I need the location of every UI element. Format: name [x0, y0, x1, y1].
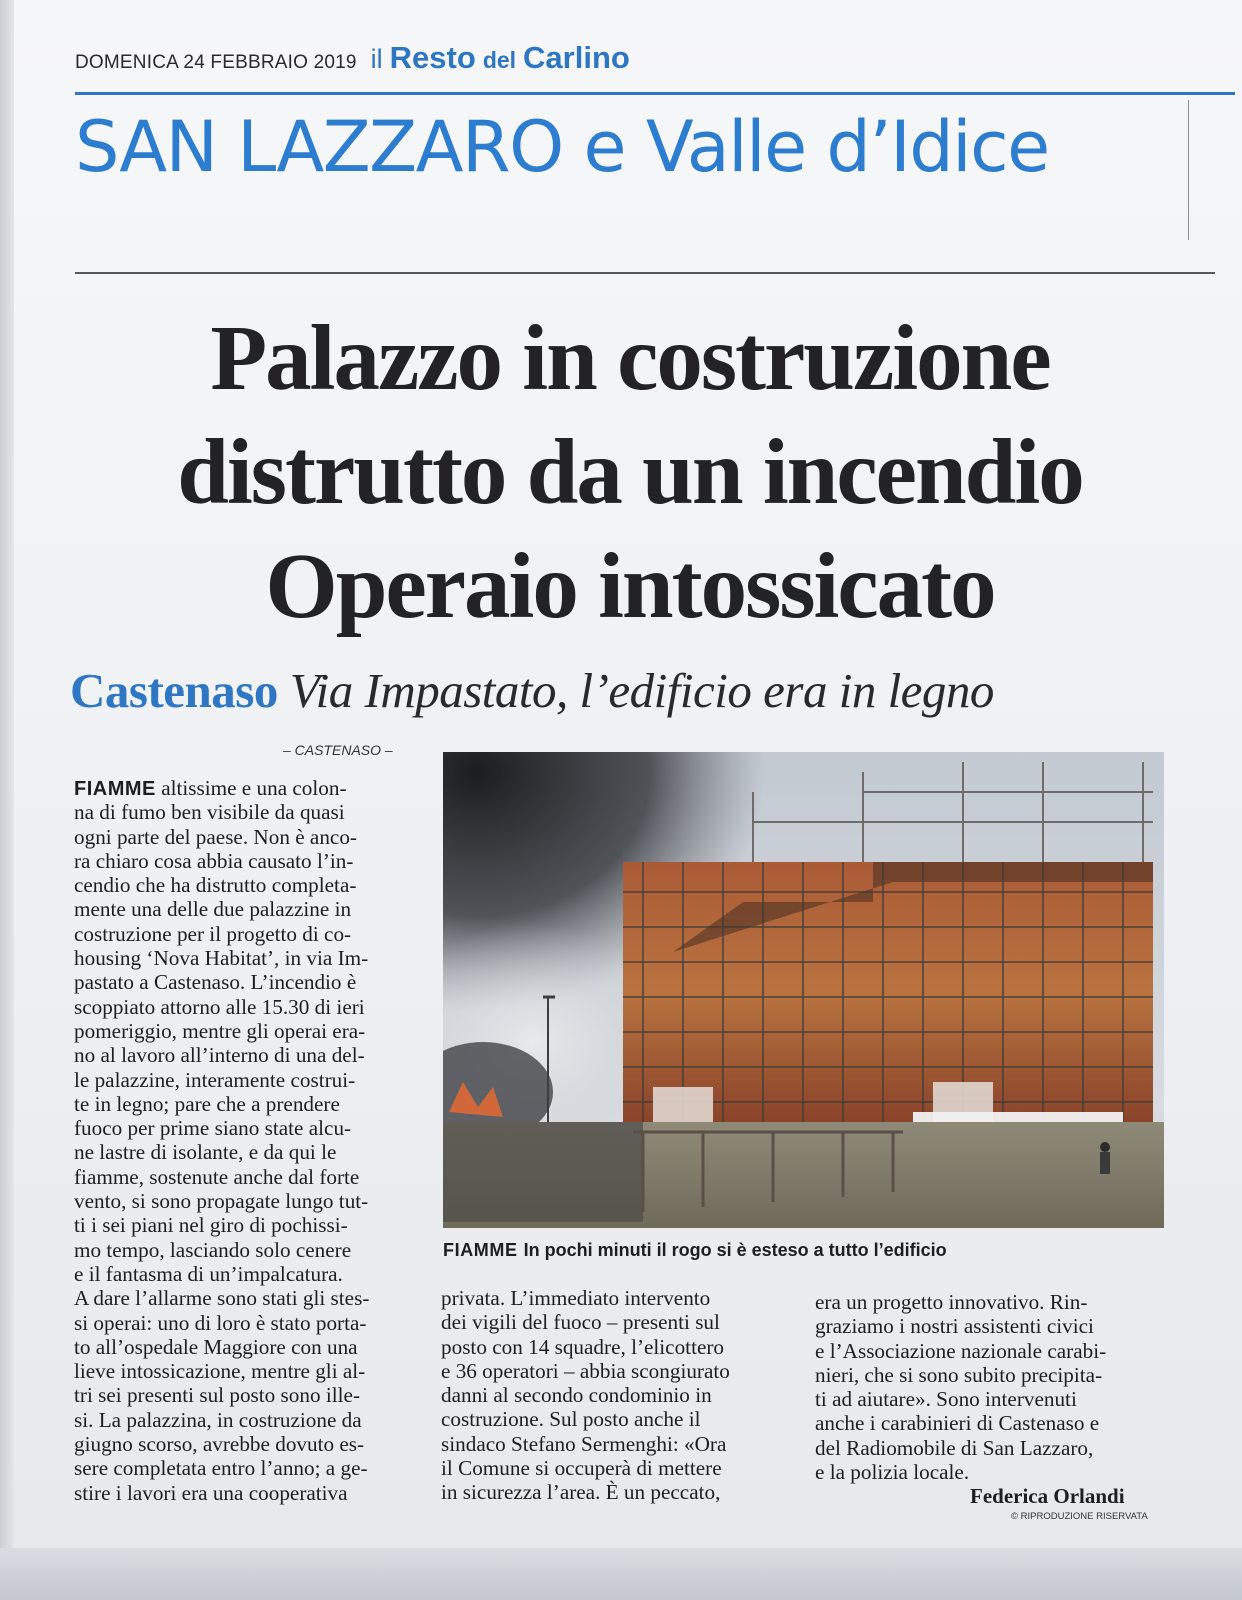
column-line: fiamme, sostenute anche dal forte: [74, 1164, 360, 1189]
caption-text: In pochi minuti il rogo si è esteso a tutto l’edificio: [523, 1240, 947, 1260]
column-line: dei vigili del fuoco – presenti sul: [441, 1310, 720, 1335]
column-line: tri sei presenti sul posto sono ille-: [74, 1383, 361, 1408]
article-column-3: [815, 1290, 1106, 1484]
column-line: in sicurezza l’area. È un peccato,: [441, 1480, 721, 1505]
column-line: si. La palazzina, in costruzione da: [74, 1407, 362, 1432]
column-line: ra chiaro cosa abbia causato l’in-: [74, 848, 354, 873]
masthead: [75, 40, 630, 76]
column-divider: [1188, 100, 1189, 240]
column-line: e l’Associazione nazionale carabi-: [815, 1338, 1107, 1363]
dateline: – CASTENASO –: [283, 742, 393, 758]
copyright-notice: © RIPRODUZIONE RISERVATA: [1011, 1511, 1148, 1522]
column-line: privata. L’immediato intervento: [441, 1286, 711, 1310]
paper-name-carlino: Carlino: [523, 40, 630, 75]
column-line: no al lavoro all’interno di una del-: [74, 1043, 365, 1068]
column-line: e 36 operatori – abbia scongiurato: [441, 1358, 730, 1383]
article-column-2: [441, 1286, 730, 1505]
column-line: A dare l’allarme sono stati gli stes-: [74, 1286, 370, 1311]
article-column-1: [74, 776, 369, 1505]
column-line: mo tempo, lasciando solo cenere: [74, 1237, 352, 1262]
page-bottom-edge: [0, 1548, 1242, 1600]
column-line: housing ‘Nova Habitat’, in via Im-: [74, 946, 369, 971]
column-line: e il fantasma di un’impalcatura.: [74, 1261, 343, 1286]
column-line: te in legno; pare che a prendere: [74, 1091, 340, 1116]
column-line: nieri, che si sono subito precipita-: [815, 1362, 1103, 1387]
column-line: vento, si sono propagate lungo tut-: [74, 1189, 369, 1214]
column-line: anche i carabinieri di Castenaso e: [815, 1411, 1100, 1436]
column-line: ne lastre di isolante, e da qui le: [74, 1140, 337, 1165]
column-line: cendio che ha distrutto completa-: [74, 873, 357, 898]
section-rule: [75, 272, 1215, 274]
column-line: del Radiomobile di San Lazzaro,: [815, 1435, 1094, 1460]
column-line: na di fumo ben visibile da quasi: [74, 800, 345, 825]
headline-line: Operaio intossicato: [265, 535, 995, 638]
column-line: giugno scorso, avrebbe dovuto es-: [74, 1432, 365, 1457]
column-line: sere completata entro l’anno; a ge-: [74, 1456, 368, 1481]
column-line: il Comune si occuperà di mettere: [441, 1456, 722, 1481]
subhead-text: Via Impastato, l’edificio era in legno: [289, 663, 994, 718]
column-line: sindaco Stefano Sermenghi: «Ora: [441, 1431, 727, 1456]
headline: [40, 302, 1220, 644]
column-line: danni al secondo condominio in: [441, 1383, 712, 1408]
caption-label: FIAMME: [443, 1240, 518, 1260]
byline: Federica Orlandi: [970, 1484, 1125, 1508]
column-line: ogni parte del paese. Non è anco-: [74, 824, 357, 849]
column-line: e la polizia locale.: [815, 1460, 970, 1485]
lead-word: FIAMME: [74, 778, 156, 800]
subhead-place: Castenaso: [70, 663, 278, 718]
subheadline: [70, 662, 994, 719]
column-line: stire i lavori era una cooperativa: [74, 1480, 348, 1505]
column-line: scoppiato attorno alle 15.30 di ieri: [74, 994, 365, 1019]
section-title: SAN LAZZARO e Valle d’Idice: [75, 106, 1049, 188]
column-line: pastato a Castenaso. L’incendio è: [74, 970, 357, 995]
column-line: fuoco per prime siano state alcu-: [74, 1116, 352, 1141]
fire-photo: [443, 752, 1164, 1228]
masthead-rule: [75, 92, 1235, 95]
headline-line: Palazzo in costruzione: [210, 307, 1050, 410]
column-line: lieve intossicazione, mentre gli al-: [74, 1359, 366, 1384]
headline-line: distrutto da un incendio: [177, 421, 1083, 524]
page-edge: [0, 0, 14, 1600]
column-line: [74, 776, 369, 800]
lead-line: altissime e una colon-: [161, 776, 347, 800]
issue-date: DOMENICA 24 FEBBRAIO 2019: [75, 52, 357, 73]
column-line: si operai: uno di loro è stato porta-: [74, 1310, 367, 1335]
paper-name-del: del: [482, 47, 517, 73]
column-line: costruzione per il progetto di co-: [74, 921, 352, 946]
column-line: posto con 14 squadre, l’elicottero: [441, 1334, 725, 1359]
column-line: mente una delle due palazzine in: [74, 897, 352, 922]
column-line: to all’ospedale Maggiore con una: [74, 1334, 358, 1359]
column-line: graziamo i nostri assistenti civici: [815, 1314, 1094, 1339]
column-line: pomeriggio, mentre gli operai era-: [74, 1018, 366, 1043]
paper-name-il: il: [370, 44, 383, 74]
paper-name-resto: Resto: [389, 40, 476, 75]
photo-caption: [443, 1240, 947, 1261]
column-line: ti i sei piani nel giro di pochissi-: [74, 1213, 348, 1238]
column-line: era un progetto innovativo. Rin-: [815, 1290, 1088, 1314]
column-line: le palazzine, interamente costrui-: [74, 1067, 356, 1092]
column-line: ti ad aiutare». Sono intervenuti: [815, 1387, 1077, 1412]
column-line: costruzione. Sul posto anche il: [441, 1407, 701, 1432]
